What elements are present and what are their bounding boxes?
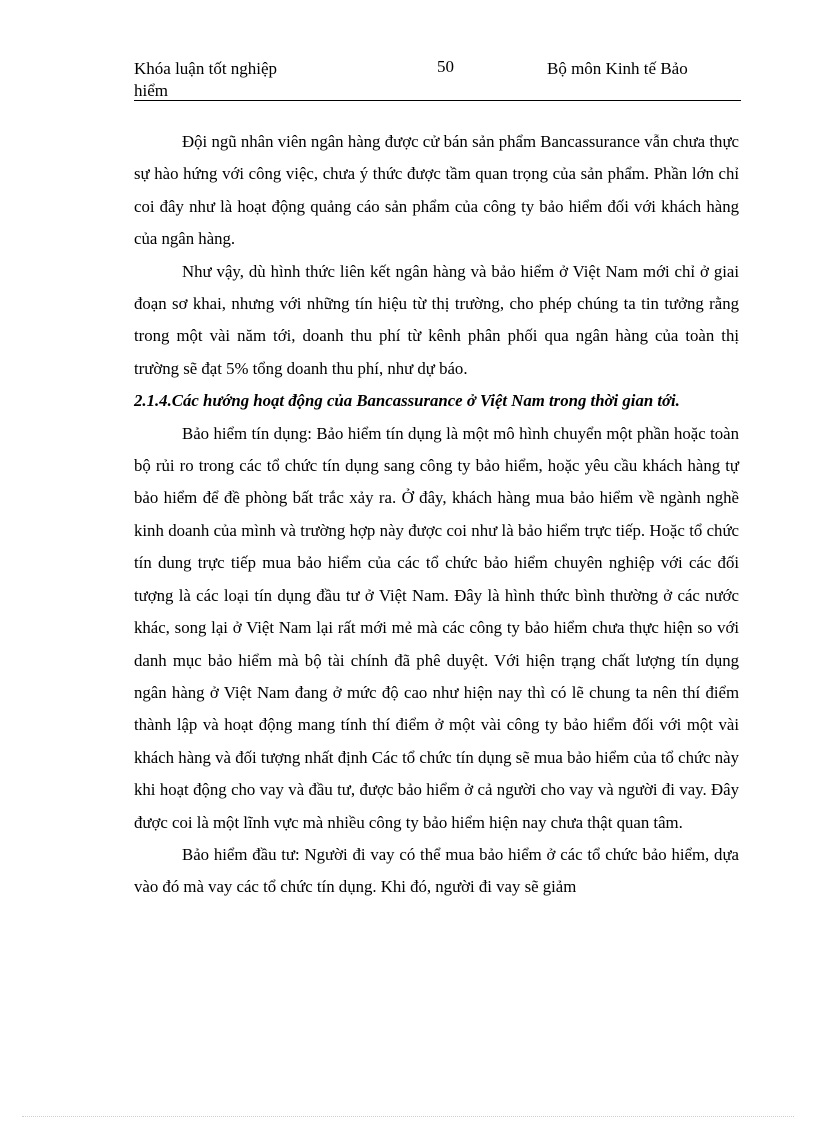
paragraph-staff-attitude: Đội ngũ nhân viên ngân hàng được cử bán sản phẩm Bancassurance vẫn chưa thực sự hào hứng với công việc, chưa ý thức được tầm quan trọng của sản phẩm. Phần lớn chỉ coi đây như là hoạt động quảng cáo sản phẩm của công ty bảo hiểm đối với khách hàng của ngân hàng. (134, 132, 739, 249)
paragraph-investment-insurance: Bảo hiểm đầu tư: Người đi vay có thể mua bảo hiểm ở các tổ chức bảo hiểm, dựa vào đó mà vay các tổ chức tín dụng. Khi đó, người đi vay sẽ giảm (134, 844, 739, 897)
paragraph-credit-insurance: Bảo hiểm tín dụng: Bảo hiểm tín dụng là một mô hình chuyển một phần hoặc toàn bộ rủi ro trong các tổ chức tín dụng sang công ty bảo hiểm, hoặc yêu cầu khách hàng tự bảo hiểm để đề phòng bất trắc xảy ra. Ở đây, khách hàng mua bảo hiểm về ngành nghề kinh doanh của mình và trường hợp này được coi như là bảo hiểm trực tiếp. Hoặc tổ chức tín dung trực tiếp mua bảo hiểm của các tổ chức bảo hiểm chuyên nghiệp với các đối tượng là các loại tín dụng đầu tư ở Việt Nam. Đây là hình thức bình thường ở các nước khác, song lại ở Việt Nam lại rất mới mẻ mà các công ty bảo hiểm chưa thực hiện so với danh mục bảo hiểm mà bộ tài chính đã phê duyệt. Với hiện trạng chất lượng tín dụng ngân hàng ở Việt Nam đang ở mức độ cao như hiện nay thì có lẽ chung ta nên thí điểm thành lập và hoạt động mang tính thí điểm ở một vài công ty bảo hiểm đối với một vài khách hàng và đối tượng nhất định Các tổ chức tín dụng sẽ mua bảo hiểm của tổ chức này khi hoạt động cho vay và đầu tư, được bảo hiểm ở cả người cho vay và người đi vay. Đây được coi là một lĩnh vực mà nhiều công ty bảo hiểm hiện nay chưa thật quan tâm. (134, 423, 739, 832)
page-header (134, 58, 741, 101)
header-thesis-title: Khóa luận tốt nghiệp hiểm (134, 59, 278, 100)
header-department: Bộ môn Kinh tế Bảo (547, 59, 688, 78)
footer-divider (22, 1116, 794, 1117)
paragraph-market-outlook: Như vậy, dù hình thức liên kết ngân hàng và bảo hiểm ở Việt Nam mới chỉ ở giai đoạn sơ khai, nhưng với những tín hiệu từ thị trường, cho phép chúng ta tin tưởng rằng trong một vài năm tới, doanh thu phí từ kênh phân phối qua ngân hàng của toàn thị trường sẽ đạt 5% tổng doanh thu phí, như dự báo. (134, 261, 739, 378)
section-heading: 2.1.4.Các hướng hoạt động của Bancassurance ở Việt Nam trong thời gian tới. (134, 391, 680, 411)
document-body (134, 126, 739, 904)
page-number: 50 (437, 57, 454, 76)
